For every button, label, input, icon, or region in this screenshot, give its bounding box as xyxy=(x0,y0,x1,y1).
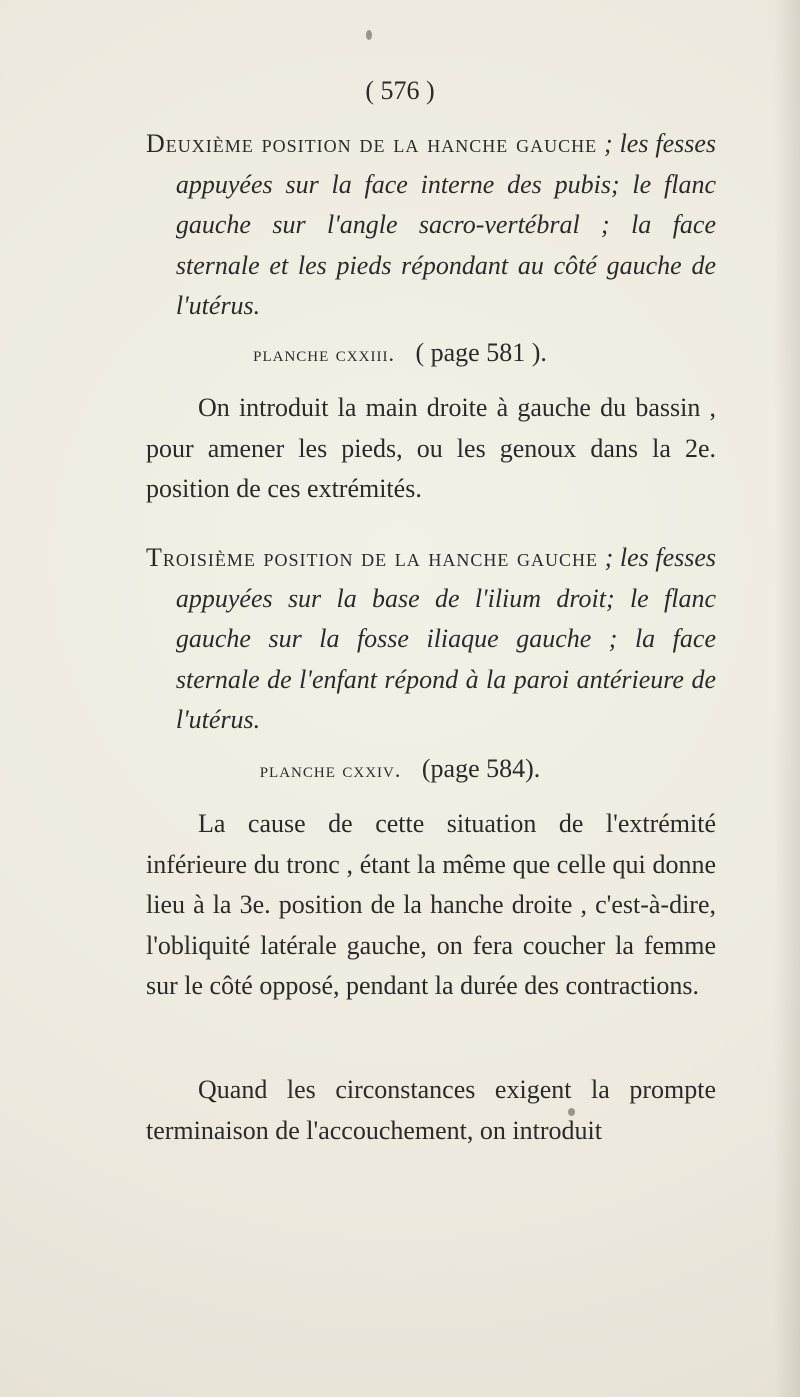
section-description: ; les fesses appuyées sur la face interne des pubis; le flanc gauche sur l'angle sacro-vertébral ; la face sternale et les pieds répondant au côté gauche de l'utérus. xyxy=(175,129,717,320)
section-heading: Deuxième position de la hanche gauche xyxy=(146,129,598,158)
section-heading: Troisième position de la hanche gauche xyxy=(146,543,598,572)
plate-label: planche cxxiii. xyxy=(253,341,395,366)
section-third-body xyxy=(146,804,716,1007)
section-third-position xyxy=(146,538,716,741)
body-paragraph: Quand les circonstances exigent la prompte terminaison de l'accouchement, on introduit xyxy=(146,1075,716,1145)
body-paragraph: On introduit la main droite à gauche du bassin , pour amener les pieds, ou les genoux dans la 2e. position de ces extrémités. xyxy=(146,393,716,503)
section-heading-paragraph xyxy=(146,538,716,741)
section-heading-paragraph xyxy=(146,124,716,327)
plate-page-ref: ( page 581 ). xyxy=(415,338,547,367)
section-third-body-continued xyxy=(146,1070,716,1151)
page-edge-shadow xyxy=(774,0,800,1397)
page-number: ( 576 ) xyxy=(365,76,435,105)
plate-label: planche cxxiv. xyxy=(259,757,402,782)
body-paragraph: La cause de cette situation de l'extrémité inférieure du tronc , étant la même que celle qui donne lieu à la 3e. position de la hanche droite , c'est-à-dire, l'obliquité latérale gauche, on fera coucher la femme sur le côté opposé, pendant la durée des contractions. xyxy=(146,809,716,1000)
plate-reference xyxy=(0,338,800,368)
section-second-body xyxy=(146,388,716,510)
plate-reference xyxy=(0,754,800,784)
ink-spot xyxy=(366,30,372,40)
plate-page-ref: (page 584). xyxy=(421,754,541,783)
section-second-position xyxy=(146,124,716,327)
section-description: ; les fesses appuyées sur la base de l'ilium droit; le flanc gauche sur la fosse iliaque gauche ; la face sternale de l'enfant répond à la paroi antérieure de l'utérus. xyxy=(175,543,717,734)
